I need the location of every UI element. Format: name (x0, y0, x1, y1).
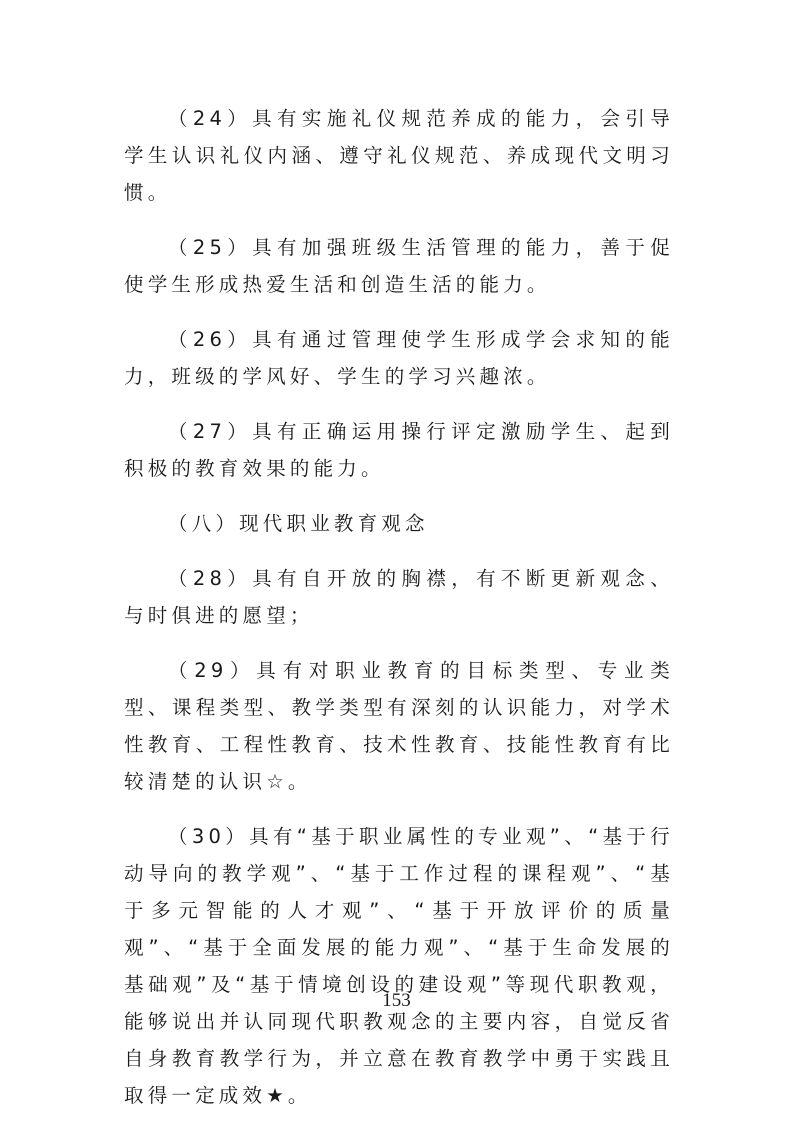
paragraph-24: （24）具有实施礼仪规范养成的能力，会引导学生认识礼仪内涵、遵守礼仪规范、养成现代文明习惯。 (124, 107, 674, 204)
page-number: 153 (382, 990, 411, 1011)
paragraph-30: （30）具有“基于职业属性的专业观”、“基于行动导向的教学观”、“基于工作过程的课程观”、“基于多元智能的人才观”、“基于开放评价的质量观”、“基于全面发展的能力观”、“基于生命发展的基础观”及“基于情境创设的建设观”等现代职教观，能够说出并认同现代职教观念的主要内容，自觉反省自身教育教学行为，并立意在教育教学中勇于实践且取得一定成效★。 (124, 825, 674, 1107)
paragraph-25: （25）具有加强班级生活管理的能力，善于促使学生形成热爱生活和创造生活的能力。 (124, 236, 674, 296)
paragraph-28: （28）具有自开放的胸襟，有不断更新观念、与时俱进的愿望； (124, 567, 674, 627)
section-heading: （八）现代职业教育观念 (168, 512, 429, 535)
paragraph-26: （26）具有通过管理使学生形成学会求知的能力，班级的学风好、学生的学习兴趣浓。 (124, 328, 674, 388)
paragraph-27: （27）具有正确运用操行评定激励学生、起到积极的教育效果的能力。 (124, 420, 674, 480)
page-body (124, 100, 674, 1132)
paragraph-29: （29）具有对职业教育的目标类型、专业类型、课程类型、教学类型有深刻的认识能力，对学术性教育、工程性教育、技术性教育、技能性教育有比较清楚的认识☆。 (124, 659, 674, 793)
